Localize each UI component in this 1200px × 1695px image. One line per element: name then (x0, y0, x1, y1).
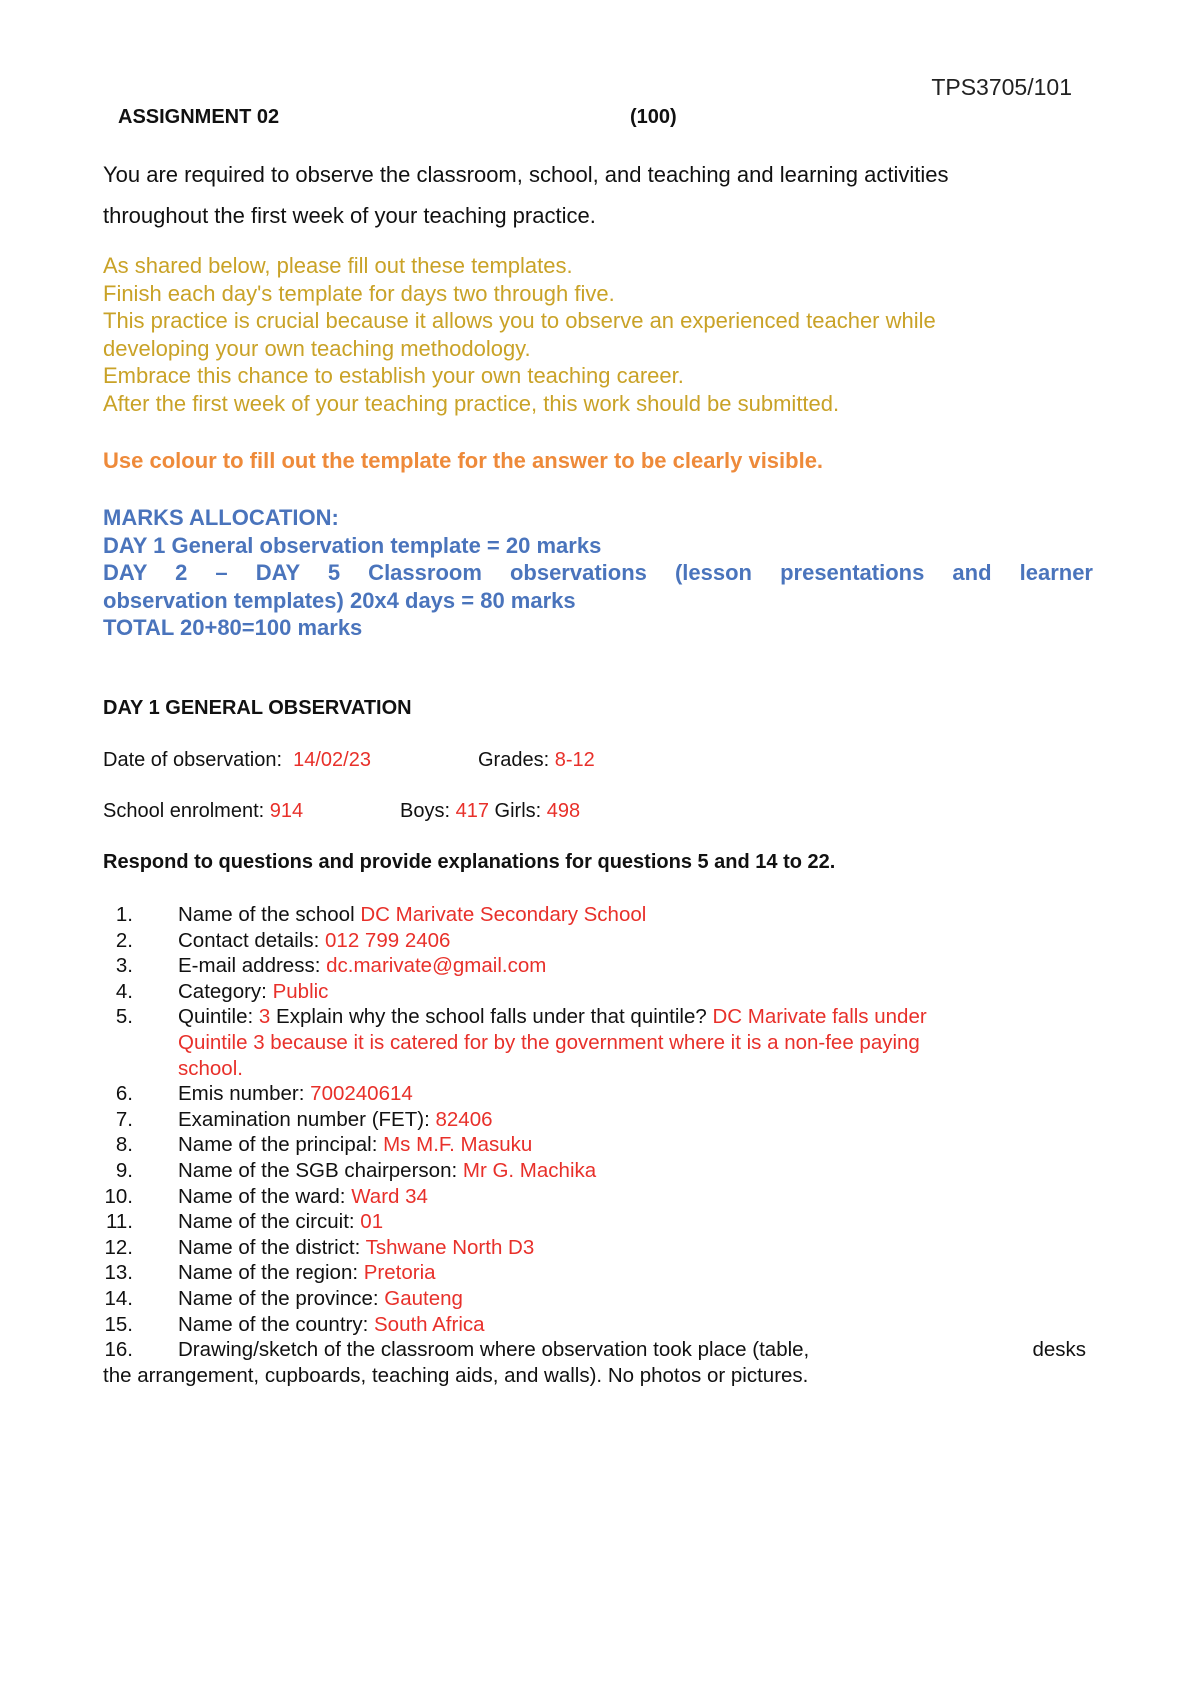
date-value: 14/02/23 (293, 749, 371, 771)
item-label: Name of the region: (178, 1261, 359, 1285)
respond-instruction: Respond to questions and provide explanations for questions 5 and 14 to 22. (103, 851, 836, 873)
item-number: 16. (104, 1338, 133, 1362)
item-number: 5. (115, 1005, 133, 1029)
marks-day2-5-line2: observation templates) 20x4 days = 80 marks (103, 587, 576, 613)
intro-line-2: throughout the first week of your teaching practice. (103, 203, 596, 228)
item-answer: dc.marivate@gmail.com (326, 954, 547, 978)
list-item (103, 1312, 1103, 1338)
assignment-marks: (100) (630, 106, 677, 128)
item-number: 13. (104, 1261, 133, 1285)
item-answer: Ward 34 (351, 1184, 428, 1208)
item-answer: 012 799 2406 (325, 928, 451, 952)
item-extra-answer: school. (178, 1056, 243, 1080)
item-number: 10. (104, 1184, 133, 1208)
girls-label: Girls: (494, 800, 542, 822)
list-item (103, 902, 1103, 928)
item-number: 7. (115, 1107, 133, 1131)
grades-value: 8-12 (554, 749, 595, 771)
item-label: Name of the province: (178, 1286, 379, 1310)
enrolment-label: School enrolment: (103, 800, 265, 822)
item-answer: 82406 (435, 1107, 493, 1131)
list-item (103, 1260, 1103, 1286)
item-label: Name of the ward: (178, 1184, 346, 1208)
colour-note: Use colour to fill out the template for the answer to be clearly visible. (103, 448, 824, 473)
marks-allocation (103, 504, 1093, 642)
item-number: 6. (115, 1082, 133, 1106)
item-extra-answer: DC Marivate falls under (712, 1005, 927, 1029)
item-number: 2. (115, 928, 133, 952)
item-label: Category: (178, 979, 267, 1003)
item-answer: DC Marivate Secondary School (360, 903, 647, 926)
course-code: TPS3705/101 (931, 74, 1072, 100)
item-number: 8. (115, 1133, 133, 1157)
item-label-right: desks (1032, 1338, 1086, 1362)
assignment-title: ASSIGNMENT 02 (118, 106, 280, 128)
list-item (103, 1081, 1103, 1107)
list-item (103, 1158, 1103, 1184)
item-extra-label: Explain why the school falls under that quintile? (276, 1005, 707, 1029)
list-item (103, 1132, 1103, 1158)
item-number: 11. (106, 1210, 133, 1234)
instruction-line: This practice is crucial because it allows you to observe an experienced teacher while (103, 308, 936, 333)
list-item (103, 1337, 1103, 1363)
boys-label: Boys: (400, 800, 451, 822)
instruction-line: As shared below, please fill out these templates. (103, 253, 573, 278)
item-number: 12. (104, 1235, 133, 1259)
instruction-line: Embrace this chance to establish your own teaching career. (103, 363, 684, 388)
item-answer: 01 (360, 1210, 384, 1234)
item-label: Name of the SGB chairperson: (178, 1158, 458, 1182)
grades-label: Grades: (478, 749, 550, 771)
list-item (103, 928, 1103, 954)
instruction-line: Finish each day's template for days two through five. (103, 280, 615, 306)
item-label: Name of the country: (178, 1312, 369, 1336)
list-item (103, 979, 1103, 1005)
item-label: Name of the principal: (178, 1133, 378, 1157)
list-item (103, 1209, 1103, 1235)
item-label: E-mail address: (178, 954, 321, 978)
item-answer: Pretoria (363, 1261, 436, 1285)
item-label: Name of the district: (178, 1235, 361, 1259)
item-extra-answer: Quintile 3 because it is catered for by the government where it is a non-fee paying (178, 1030, 920, 1054)
item-label: Examination number (FET): (178, 1107, 430, 1131)
marks-day1: DAY 1 General observation template = 20 marks (103, 532, 602, 558)
item-answer: 700240614 (310, 1082, 413, 1106)
marks-heading: MARKS ALLOCATION: (103, 505, 339, 530)
item-label: Name of the school (178, 903, 355, 926)
item-continuation: the arrangement, cupboards, teaching aids, and walls). No photos or pictures. (103, 1363, 809, 1387)
grades (478, 749, 595, 772)
boys-girls (400, 800, 580, 823)
item-number: 9. (115, 1158, 133, 1182)
item-label: Quintile: (178, 1005, 254, 1029)
marks-day2-5-line1: DAY 2 – DAY 5 Classroom observations (lesson presentations and learner (103, 560, 1093, 585)
item-number: 1. (115, 903, 133, 926)
item-answer: Ms M.F. Masuku (383, 1133, 533, 1157)
girls-value: 498 (546, 800, 581, 822)
intro-line-1: You are required to observe the classroom, school, and teaching and learning activities (103, 162, 949, 187)
questions-list (103, 902, 1103, 1388)
date-of-observation (103, 749, 371, 772)
boys-value: 417 (455, 800, 489, 822)
item-number: 15. (104, 1312, 133, 1336)
item-label: Emis number: (178, 1082, 305, 1106)
item-label: Drawing/sketch of the classroom where observation took place (table, (178, 1338, 810, 1362)
list-item (103, 1107, 1103, 1133)
item-answer: Gauteng (384, 1286, 463, 1310)
list-item (103, 1286, 1103, 1312)
marks-total: TOTAL 20+80=100 marks (103, 615, 363, 640)
list-item (103, 1235, 1103, 1261)
item-answer: 3 (258, 1005, 271, 1029)
item-label: Contact details: (178, 928, 320, 952)
list-item (103, 1184, 1103, 1210)
item-number: 4. (115, 979, 133, 1003)
item-label: Name of the circuit: (178, 1210, 355, 1234)
item-answer: South Africa (374, 1312, 485, 1336)
item-answer: Public (272, 979, 329, 1003)
enrolment-value: 914 (269, 800, 304, 822)
instruction-line: developing your own teaching methodology. (103, 335, 531, 361)
instructions-block (103, 252, 1103, 417)
school-enrolment (103, 800, 303, 823)
instruction-line: After the first week of your teaching practice, this work should be submitted. (103, 390, 840, 416)
item-number: 3. (115, 954, 133, 978)
list-item (103, 953, 1103, 979)
day1-heading: DAY 1 GENERAL OBSERVATION (103, 697, 412, 719)
intro-paragraph (103, 154, 1103, 236)
list-item (103, 1004, 1103, 1081)
item-answer: Mr G. Machika (462, 1158, 597, 1182)
item-number: 14. (104, 1286, 133, 1310)
date-label: Date of observation: (103, 749, 282, 771)
item-answer: Tshwane North D3 (365, 1235, 535, 1259)
